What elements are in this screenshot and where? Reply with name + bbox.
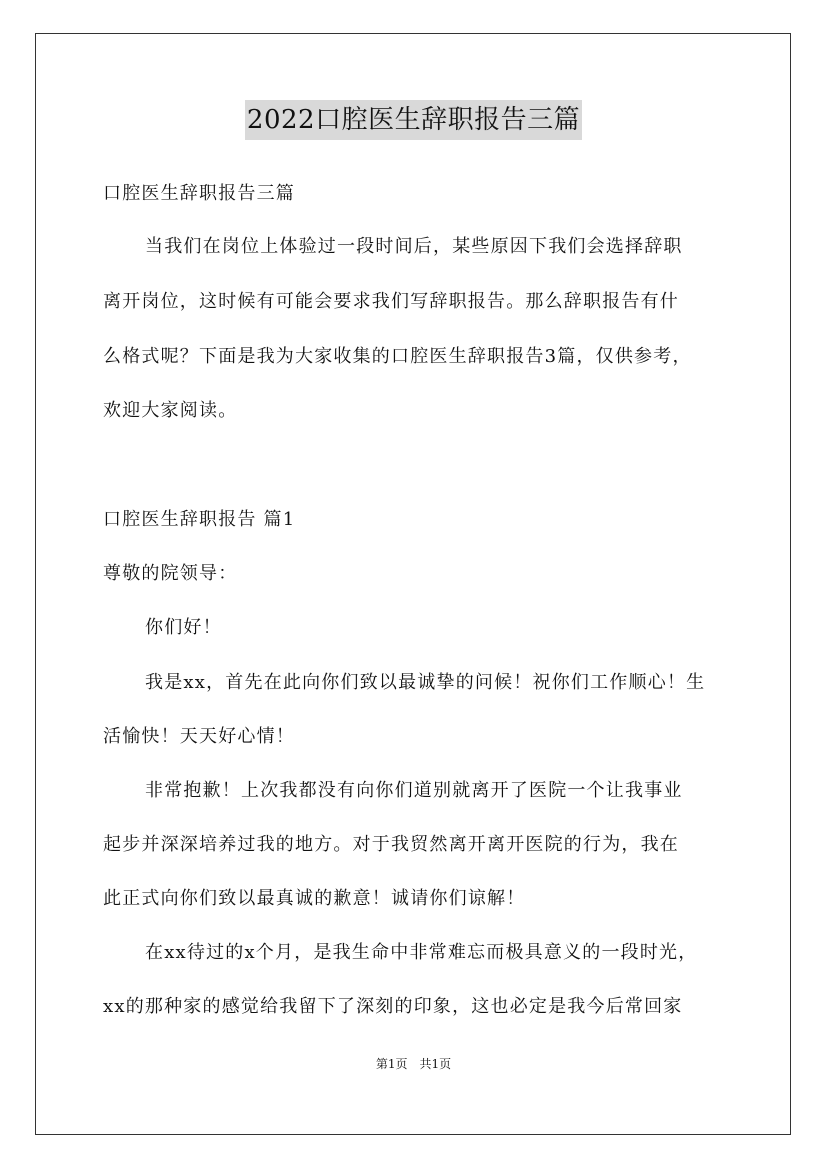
page-footer: 第1页 共1页	[375, 1057, 452, 1071]
paragraph-line: 当我们在岗位上体验过一段时间后，某些原因下我们会选择辞职	[145, 236, 683, 257]
paragraph-line: xx的那种家的感觉给我留下了深刻的印象，这也必定是我今后常回家	[103, 996, 683, 1017]
document-title: 2022口腔医生辞职报告三篇	[245, 100, 582, 140]
title-container	[0, 100, 827, 140]
paragraph-line: 此正式向你们致以最真诚的歉意！诚请你们谅解！	[103, 888, 526, 909]
salutation-line: 尊敬的院领导：	[103, 563, 238, 584]
greeting-line: 你们好！	[145, 617, 222, 638]
paragraph-line: 欢迎大家阅读。	[103, 400, 238, 421]
paragraph-line: 起步并深深培养过我的地方。对于我贸然离开离开医院的行为，我在	[103, 834, 679, 855]
paragraph-line: 离开岗位，这时候有可能会要求我们写辞职报告。那么辞职报告有什	[103, 291, 679, 312]
paragraph-line: 活愉快！天天好心情！	[103, 726, 295, 747]
paragraph-line: 非常抱歉！上次我都没有向你们道别就离开了医院一个让我事业	[145, 780, 683, 801]
section-heading: 口腔医生辞职报告 篇1	[103, 509, 296, 530]
paragraph-line: 么格式呢？下面是我为大家收集的口腔医生辞职报告3篇，仅供参考，	[103, 346, 692, 367]
subtitle-line: 口腔医生辞职报告三篇	[103, 183, 295, 204]
paragraph-line: 在xx待过的x个月，是我生命中非常难忘而极具意义的一段时光，	[145, 942, 698, 963]
paragraph-line: 我是xx，首先在此向你们致以最诚挚的问候！祝你们工作顺心！生	[145, 672, 706, 693]
